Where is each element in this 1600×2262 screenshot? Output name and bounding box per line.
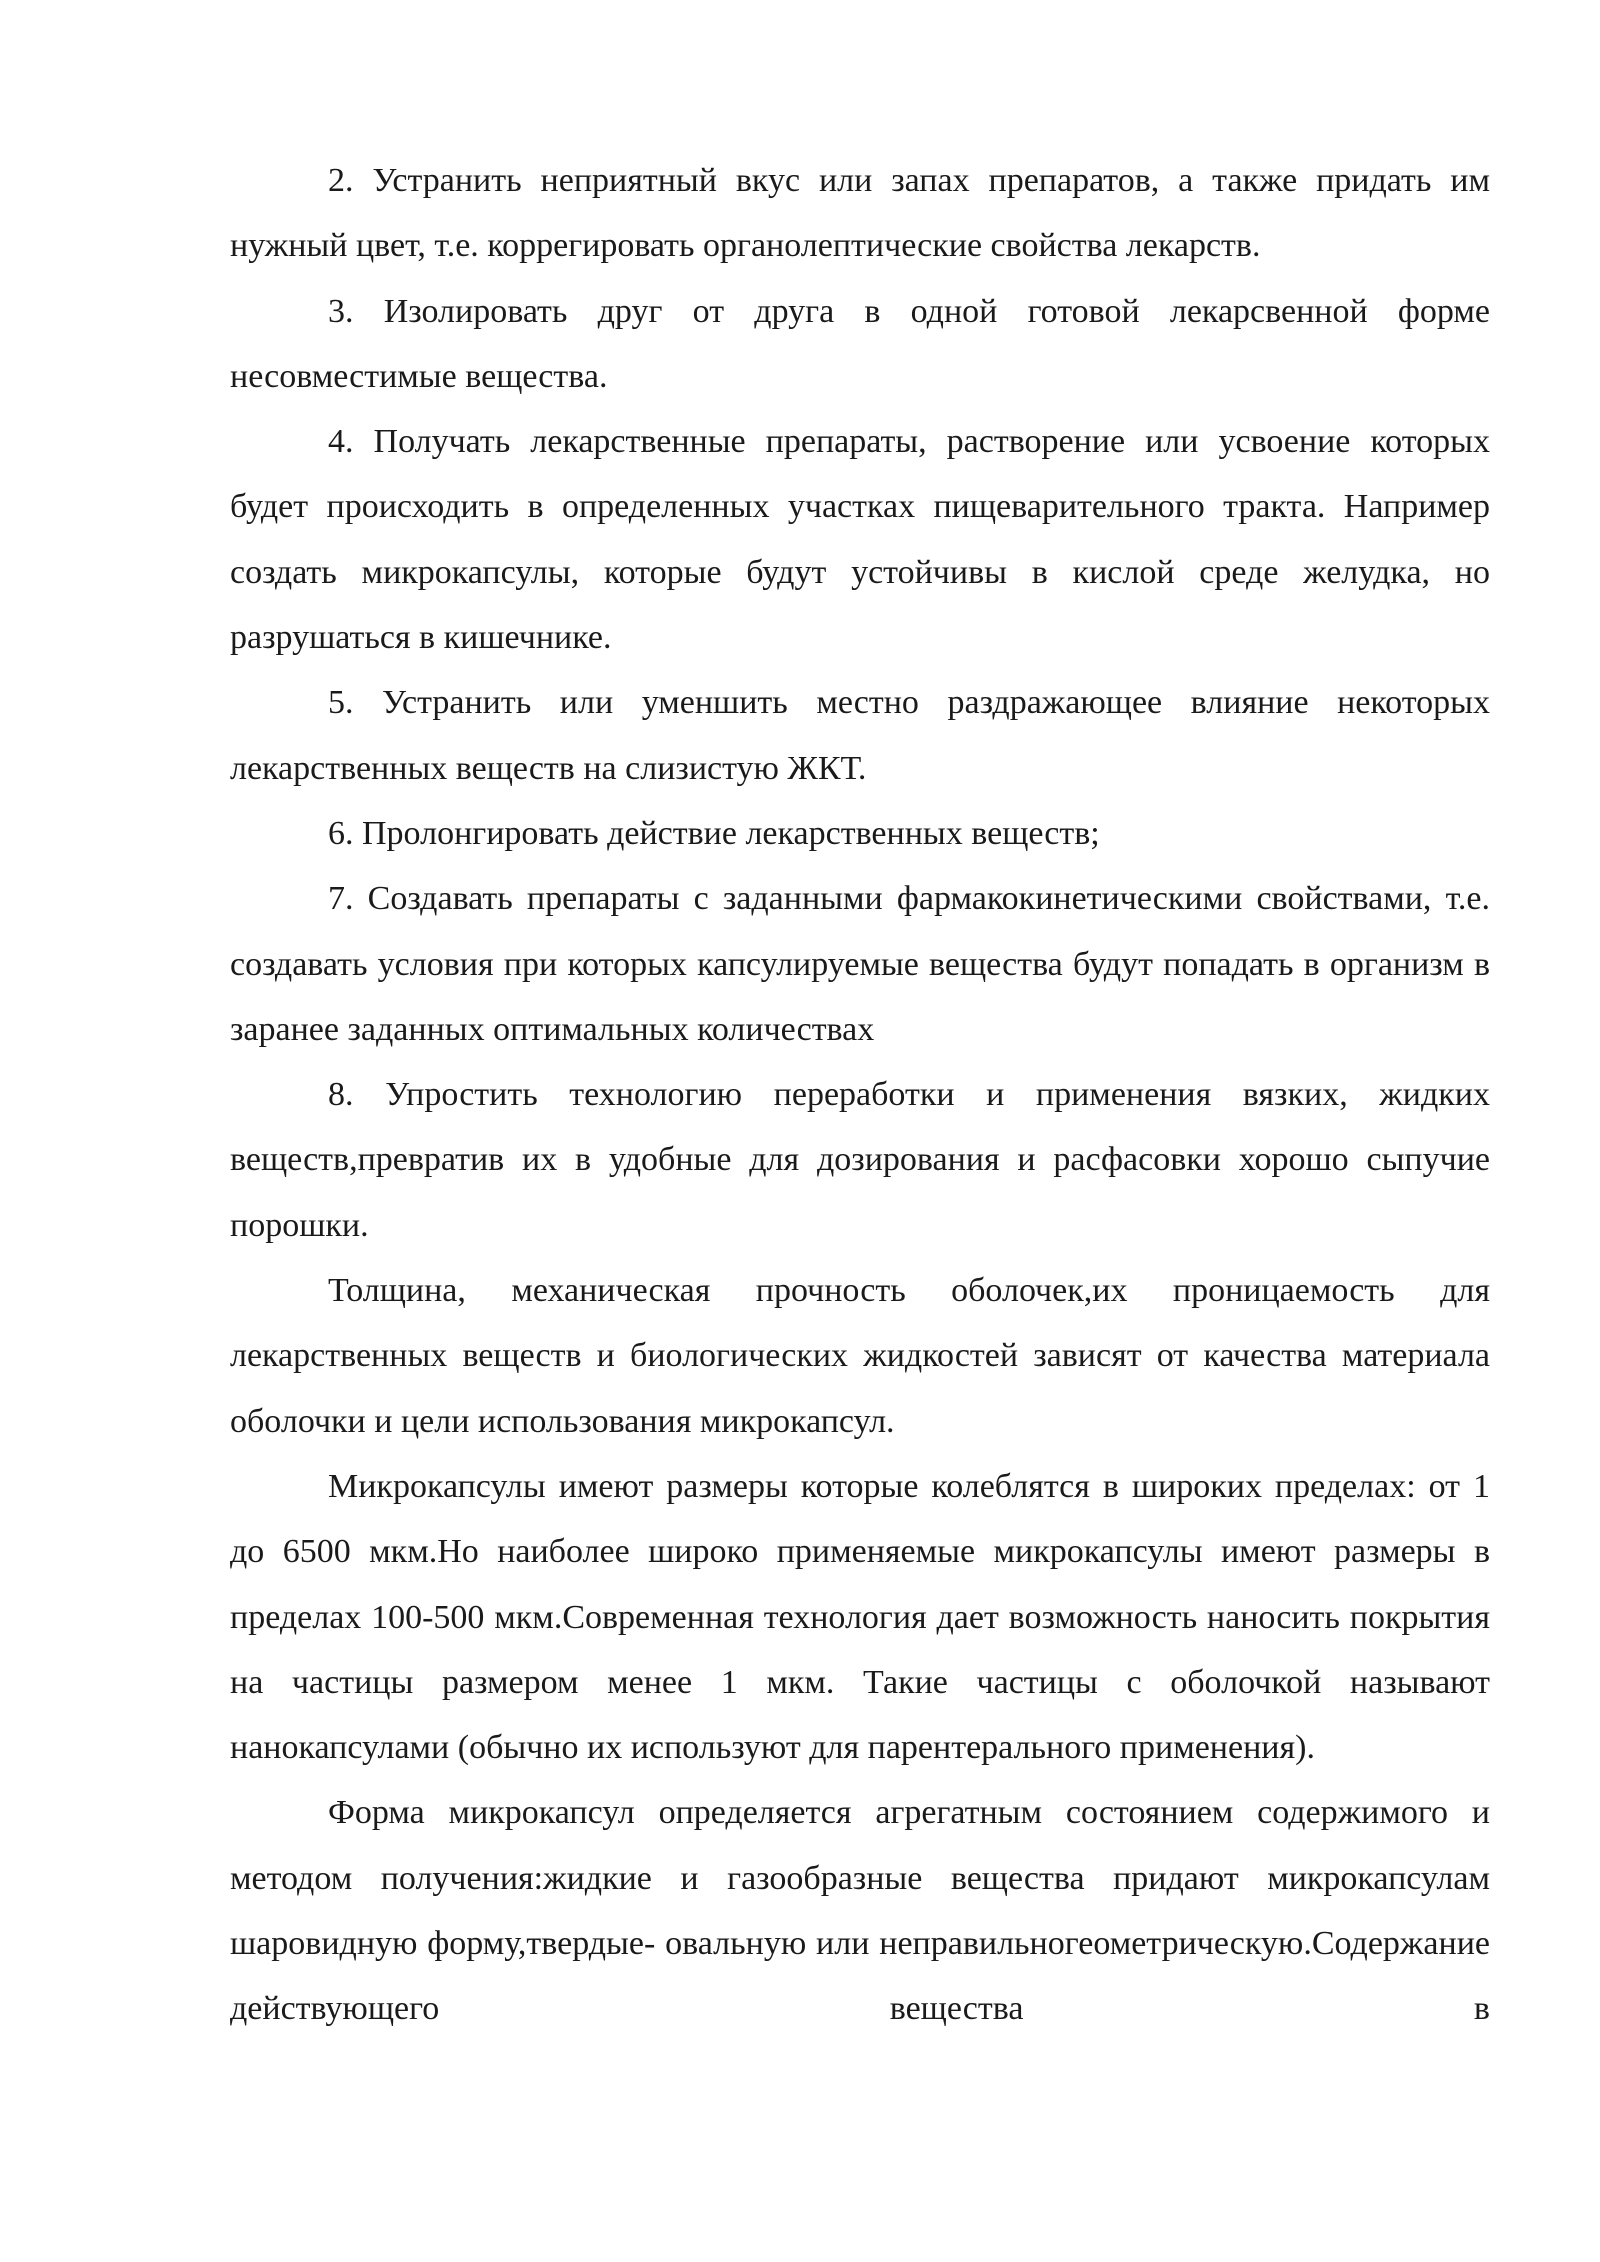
body-text <box>230 148 1490 2042</box>
paragraph-item-3: 3. Изолировать друг от друга в одной готовой лекарсвенной форме несовместимые вещества. <box>230 292 1490 395</box>
paragraph-item-6: 6. Пролонгировать действие лекарственных веществ; <box>328 814 1100 852</box>
paragraph-microcapsule-size: Микрокапсулы имеют размеры которые колеблятся в широких пределах: от 1 до 6500 мкм.Но наиболее широко применяемые микрокапсулы имеют размеры в пределах 100-500 мкм.Современная технология дает возможность наносить покрытия на частицы размером менее 1 мкм. Такие частицы с оболочкой называют нанокапсулами (обычно их используют для парентерального применения). <box>230 1467 1490 1767</box>
paragraph-item-2: 2. Устранить неприятный вкус или запах препаратов, а также придать им нужный цвет, т.е. коррегировать органолептические свойства лекарств. <box>230 162 1490 265</box>
paragraph-microcapsule-shape: Форма микрокапсул определяется агрегатным состоянием содержимого и методом получения:жидкие и газообразные вещества придают микрокапсулам шаровидную форму,твердые- овальную или неправильногеометрическую.Содержание действующего вещества в <box>230 1794 1490 2028</box>
paragraph-item-5: 5. Устранить или уменшить местно раздражающее влияние некоторых лекарственных веществ на слизистую ЖКТ. <box>230 684 1490 787</box>
paragraph-item-7: 7. Создавать препараты с заданными фармакокинетическими свойствами, т.е. создавать условия при которых капсулируемые вещества будут попадать в организм в заранее заданных оптимальных количествах <box>230 880 1490 1048</box>
paragraph-item-8: 8. Упростить технологию переработки и применения вязких, жидких веществ,превратив их в удобные для дозирования и расфасовки хорошо сыпучие порошки. <box>230 1076 1490 1244</box>
paragraph-item-4: 4. Получать лекарственные препараты, растворение или усвоение которых будет происходить в определенных участках пищеварительного тракта. Например создать микрокапсулы, которые будут устойчивы в кислой среде желудка, но разрушаться в кишечнике. <box>230 423 1490 657</box>
paragraph-shell-thickness: Толщина, механическая прочность оболочек,их проницаемость для лекарственных веществ и биологических жидкостей зависят от качества материала оболочки и цели использования микрокапсул. <box>230 1272 1490 1440</box>
